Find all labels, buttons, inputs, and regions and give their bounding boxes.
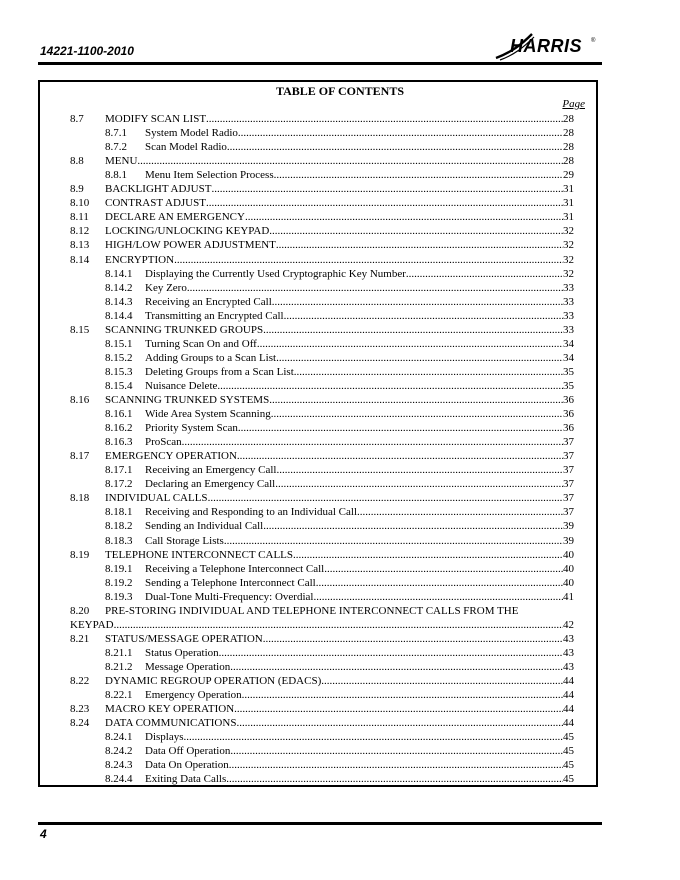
toc-entry-number: 8.7.2 — [105, 141, 127, 154]
dot-leader — [313, 590, 563, 604]
toc-entry-page: 36 — [563, 422, 574, 435]
toc-entry-number: 8.15.3 — [105, 365, 133, 378]
toc-entry-page: 33 — [563, 281, 574, 294]
toc-entry-title: Data On Operation — [145, 759, 229, 772]
dot-leader — [357, 505, 563, 519]
dot-leader — [276, 463, 563, 477]
toc-entry[interactable] — [0, 238, 680, 252]
toc-entry-number: 8.23 — [70, 703, 90, 716]
toc-entry-title: Turning Scan On and Off — [145, 337, 257, 350]
toc-entry-number: 8.18.2 — [105, 520, 133, 533]
dot-leader — [263, 632, 563, 646]
toc-entry[interactable] — [0, 154, 680, 168]
toc-entry-number: 8.18.3 — [105, 534, 133, 547]
toc-entry-page: 37 — [563, 436, 574, 449]
toc-entry-title: Receiving an Encrypted Call — [145, 295, 272, 308]
toc-entry[interactable] — [0, 421, 680, 435]
toc-entry-number: 8.8 — [70, 155, 84, 168]
toc-entry[interactable] — [0, 112, 680, 126]
page-column-label: Page — [562, 98, 585, 110]
toc-entry-page: 37 — [563, 450, 574, 463]
dot-leader — [263, 323, 563, 337]
toc-entry[interactable] — [0, 477, 680, 491]
toc-entry-number: 8.19.1 — [105, 562, 133, 575]
toc-entry-number: 8.16 — [70, 394, 90, 406]
toc-entry-number: 8.17 — [70, 450, 90, 463]
toc-entry[interactable] — [0, 758, 680, 772]
dot-leader — [276, 351, 563, 365]
toc-entry-page: 45 — [563, 731, 574, 744]
svg-text:HARRIS: HARRIS — [510, 36, 583, 56]
toc-entry-number: 8.24.2 — [105, 745, 133, 758]
toc-entry-number: 8.24.3 — [105, 759, 133, 772]
toc-entry-number: 8.24.1 — [105, 731, 133, 744]
dot-leader — [274, 168, 563, 182]
toc-entry-title: Message Operation — [145, 660, 231, 673]
toc-entry-number: 8.16.2 — [105, 422, 133, 435]
toc-entry-title: Priority System Scan — [145, 422, 238, 435]
toc-entry-continuation[interactable] — [0, 618, 680, 632]
toc-entry[interactable] — [0, 772, 680, 786]
toc-entry-page: 28 — [563, 155, 574, 168]
toc-entry[interactable] — [0, 646, 680, 660]
toc-entry-page: 32 — [563, 253, 574, 266]
harris-logo — [494, 30, 598, 62]
toc-entry[interactable] — [0, 309, 680, 323]
toc-entry[interactable] — [0, 491, 680, 505]
toc-entry[interactable] — [0, 140, 680, 154]
toc-entry-page: 33 — [563, 295, 574, 308]
toc-entry-title: Data Off Operation — [145, 745, 231, 758]
toc-entry[interactable] — [0, 519, 680, 533]
svg-text:®: ® — [591, 38, 596, 44]
dot-leader — [321, 674, 563, 688]
toc-entry-page: 43 — [563, 660, 574, 673]
toc-entry[interactable] — [0, 126, 680, 140]
toc-entry-title: Emergency Operation — [145, 689, 242, 702]
toc-entry-title: LOCKING/UNLOCKING KEYPAD — [105, 225, 270, 238]
dot-leader — [238, 126, 563, 140]
toc-entry-number: 8.14.2 — [105, 281, 133, 294]
toc-entry-page: 28 — [563, 113, 574, 125]
toc-entry-number: 8.17.2 — [105, 478, 133, 491]
dot-leader — [242, 688, 563, 702]
toc-entry-title: MODIFY SCAN LIST — [105, 113, 207, 125]
toc-entry-page: 40 — [563, 562, 574, 575]
toc-entry-title: Sending an Individual Call — [145, 520, 264, 533]
toc-entry[interactable] — [0, 267, 680, 281]
toc-entry-title: DECLARE AN EMERGENCY — [105, 211, 245, 224]
toc-entry-title: SCANNING TRUNKED GROUPS — [105, 323, 264, 336]
toc-entry-number: 8.12 — [70, 225, 90, 238]
toc-entry-number: 8.14 — [70, 253, 90, 266]
toc-entry-page: 37 — [563, 492, 574, 505]
toc-entry-title: MENU — [105, 155, 138, 168]
toc-entry-page: 31 — [563, 197, 574, 210]
toc-entry[interactable] — [0, 688, 680, 702]
document-number: 14221-1100-2010 — [40, 44, 134, 58]
toc-entry-number: 8.17.1 — [105, 464, 133, 477]
toc-entry-page: 36 — [563, 394, 574, 406]
dot-leader — [219, 646, 563, 660]
toc-entry[interactable] — [0, 351, 680, 365]
toc-entry-number: 8.8.1 — [105, 169, 127, 182]
toc-entry-page: 32 — [563, 239, 574, 252]
toc-entry[interactable] — [0, 505, 680, 519]
toc-entry[interactable] — [0, 224, 680, 238]
dot-leader — [263, 519, 563, 533]
toc-entry-number: 8.15.1 — [105, 337, 133, 350]
toc-entry-title: EMERGENCY OPERATION — [105, 450, 237, 463]
toc-entry-number: 8.9 — [70, 183, 84, 196]
toc-entry[interactable] — [0, 295, 680, 309]
dot-leader — [227, 140, 563, 154]
dot-leader — [324, 562, 563, 576]
toc-entry[interactable] — [0, 196, 680, 210]
dot-leader — [271, 407, 563, 421]
toc-entry[interactable] — [0, 182, 680, 196]
dot-leader — [187, 281, 563, 295]
toc-entry[interactable] — [0, 463, 680, 477]
toc-entry-page: 42 — [563, 618, 574, 631]
dot-leader — [276, 238, 563, 252]
toc-entry-number: 8.15.4 — [105, 379, 133, 392]
toc-entry-title: Receiving an Emergency Call — [145, 464, 277, 477]
dot-leader — [316, 576, 563, 590]
toc-entry-page: 43 — [563, 632, 574, 645]
toc-entry[interactable] — [0, 365, 680, 379]
toc-entry-number: 8.15.2 — [105, 351, 133, 364]
toc-entry-number: 8.21 — [70, 632, 90, 645]
footer-rule — [38, 822, 602, 825]
toc-entry-page: 31 — [563, 183, 574, 196]
toc-entry-title: Declaring an Emergency Call — [145, 478, 276, 491]
toc-entry-title: Displays — [145, 731, 184, 744]
toc-entry-title: Receiving and Responding to an Individual Call — [145, 506, 358, 519]
toc-entry-title: Receiving a Telephone Interconnect Call — [145, 562, 325, 575]
toc-entry[interactable] — [0, 562, 680, 576]
toc-entry-page: 33 — [563, 309, 574, 322]
dot-leader — [114, 618, 563, 632]
toc-entry-page: 44 — [563, 675, 574, 687]
toc-entry-page: 32 — [563, 225, 574, 238]
dot-leader — [137, 154, 563, 168]
toc-entry-number: 8.22 — [70, 675, 90, 687]
toc-entry-page: 34 — [563, 351, 574, 364]
toc-entry-number: 8.19.3 — [105, 590, 133, 603]
toc-entry[interactable] — [0, 716, 680, 730]
toc-entry-title: Key Zero — [145, 281, 187, 294]
toc-entry-page: 31 — [563, 211, 574, 224]
toc-entry-title: PRE-STORING INDIVIDUAL AND TELEPHONE INTERCONNECT CALLS FROM THE — [105, 604, 519, 617]
toc-entry[interactable] — [0, 379, 680, 393]
toc-entry[interactable] — [0, 281, 680, 295]
dot-leader — [236, 716, 563, 730]
dot-leader — [224, 534, 563, 548]
toc-entry[interactable] — [0, 744, 680, 758]
toc-entry-page: 28 — [563, 127, 574, 140]
toc-entry-page: 37 — [563, 464, 574, 477]
toc-entry[interactable] — [0, 210, 680, 224]
toc-entry-title: BACKLIGHT ADJUST — [105, 183, 212, 196]
dot-leader — [206, 196, 563, 210]
toc-entry-title: Transmitting an Encrypted Call — [145, 309, 284, 322]
toc-entry-title: HIGH/LOW POWER ADJUSTMENT — [105, 239, 276, 252]
toc-entry-title: ENCRYPTION — [105, 253, 175, 266]
toc-entry-number: 8.13 — [70, 239, 90, 252]
toc-entry[interactable] — [0, 449, 680, 463]
toc-entry-title: INDIVIDUAL CALLS — [105, 492, 208, 505]
toc-entry-title: Scan Model Radio — [145, 141, 227, 154]
dot-leader — [211, 182, 563, 196]
dot-leader — [406, 267, 563, 281]
toc-entry-title: MACRO KEY OPERATION — [105, 703, 235, 716]
toc-entry-number: 8.19 — [70, 548, 90, 561]
dot-leader — [217, 379, 563, 393]
toc-entry-page: 29 — [563, 169, 574, 182]
toc-entry-title: Nuisance Delete — [145, 379, 218, 392]
toc-entry-page: 32 — [563, 267, 574, 280]
toc-entry-page: 37 — [563, 478, 574, 491]
toc-entry[interactable] — [0, 337, 680, 351]
toc-entry-page: 35 — [563, 379, 574, 392]
dot-leader — [269, 224, 563, 238]
toc-entry-page: 45 — [563, 773, 574, 786]
toc-entry[interactable] — [0, 435, 680, 449]
header-rule — [38, 62, 602, 65]
toc-entry-page: 41 — [563, 590, 574, 603]
dot-leader — [275, 477, 563, 491]
page-number: 4 — [40, 827, 47, 841]
toc-entry-number: 8.18.1 — [105, 506, 133, 519]
toc-entry-number: 8.11 — [70, 211, 89, 224]
toc-entry[interactable] — [0, 632, 680, 646]
dot-leader — [284, 309, 563, 323]
toc-entry-number: 8.10 — [70, 197, 90, 210]
dot-leader — [238, 421, 563, 435]
toc-entry-title: Deleting Groups from a Scan List — [145, 365, 294, 378]
dot-leader — [294, 365, 563, 379]
toc-entry-page: 36 — [563, 408, 574, 421]
toc-entry-title: DATA COMMUNICATIONS — [105, 717, 237, 730]
dot-leader — [208, 491, 563, 505]
toc-entry-title-continued: KEYPAD — [70, 618, 114, 631]
dot-leader — [226, 772, 563, 786]
toc-entry-page: 44 — [563, 689, 574, 702]
toc-entry-page: 37 — [563, 506, 574, 519]
toc-entry-number: 8.14.3 — [105, 295, 133, 308]
toc-entry-number: 8.19.2 — [105, 576, 133, 589]
toc-entry-number: 8.15 — [70, 323, 90, 336]
toc-entry-title: Adding Groups to a Scan List — [145, 351, 277, 364]
toc-entry[interactable] — [0, 393, 680, 407]
toc-entry-number: 8.20 — [70, 604, 90, 617]
toc-entry-title: System Model Radio — [145, 127, 238, 140]
toc-entry[interactable] — [0, 674, 680, 688]
toc-entry[interactable] — [0, 660, 680, 674]
toc-entry[interactable] — [0, 702, 680, 716]
toc-entry-number: 8.14.4 — [105, 309, 133, 322]
toc-entry[interactable] — [0, 253, 680, 267]
toc-entry-page: 40 — [563, 576, 574, 589]
toc-entry-number: 8.7 — [70, 113, 84, 125]
toc-entry-number: 8.14.1 — [105, 267, 133, 280]
toc-entry-title: Menu Item Selection Process — [145, 169, 274, 182]
toc-entry-title: DYNAMIC REGROUP OPERATION (EDACS) — [105, 675, 322, 687]
toc-entry-title: Call Storage Lists — [145, 534, 224, 547]
toc-entry-page: 40 — [563, 548, 574, 561]
dot-leader — [230, 660, 563, 674]
dot-leader — [257, 337, 563, 351]
toc-entry-page: 28 — [563, 141, 574, 154]
toc-entry-page: 44 — [563, 703, 574, 716]
toc-entry-title: TELEPHONE INTERCONNECT CALLS — [105, 548, 294, 561]
dot-leader — [184, 730, 564, 744]
toc-entry-number: 8.24.4 — [105, 773, 133, 786]
toc-entry-number: 8.24 — [70, 717, 90, 730]
toc-entry[interactable] — [0, 576, 680, 590]
toc-entry-number: 8.18 — [70, 492, 90, 505]
toc-entry-page: 33 — [563, 323, 574, 336]
toc-entry[interactable] — [0, 604, 680, 618]
toc-entry-title: ProScan — [145, 436, 182, 449]
toc-title: TABLE OF CONTENTS — [275, 84, 405, 98]
toc-entry[interactable] — [0, 730, 680, 744]
toc-entry-number: 8.7.1 — [105, 127, 127, 140]
dot-leader — [230, 744, 563, 758]
toc-entry-title: Wide Area System Scanning — [145, 408, 271, 421]
toc-entry-page: 44 — [563, 717, 574, 730]
toc-entry-number: 8.21.1 — [105, 646, 133, 659]
toc-entry-page: 43 — [563, 646, 574, 659]
toc-entry-title: STATUS/MESSAGE OPERATION — [105, 632, 263, 645]
toc-entry-number: 8.21.2 — [105, 660, 133, 673]
dot-leader — [229, 758, 563, 772]
toc-entry-title: Sending a Telephone Interconnect Call — [145, 576, 316, 589]
toc-entry-page: 45 — [563, 745, 574, 758]
dot-leader — [234, 702, 563, 716]
dot-leader — [174, 253, 563, 267]
toc-entry-title: SCANNING TRUNKED SYSTEMS — [105, 394, 270, 406]
dot-leader — [245, 210, 563, 224]
dot-leader — [269, 393, 563, 407]
toc-entry[interactable] — [0, 407, 680, 421]
toc-entry[interactable] — [0, 323, 680, 337]
toc-entry-number: 8.22.1 — [105, 689, 133, 702]
toc-entry-title: CONTRAST ADJUST — [105, 197, 206, 210]
toc-entry-title: Status Operation — [145, 646, 219, 659]
toc-entry[interactable] — [0, 534, 680, 548]
toc-entry-title: Exiting Data Calls — [145, 773, 227, 786]
toc-entry[interactable] — [0, 168, 680, 182]
dot-leader — [293, 548, 563, 562]
toc-entry[interactable] — [0, 590, 680, 604]
toc-entry-number: 8.16.3 — [105, 436, 133, 449]
toc-entry-page: 35 — [563, 365, 574, 378]
toc-entry-page: 39 — [563, 534, 574, 547]
dot-leader — [182, 435, 563, 449]
toc-entry-page: 39 — [563, 520, 574, 533]
toc-entry-title: Dual-Tone Multi-Frequency: Overdial — [145, 590, 314, 603]
dot-leader — [206, 112, 563, 126]
toc-entry-page: 45 — [563, 759, 574, 772]
toc-entry[interactable] — [0, 548, 680, 562]
dot-leader — [272, 295, 563, 309]
toc-entry-number: 8.16.1 — [105, 408, 133, 421]
toc-entry-page: 34 — [563, 337, 574, 350]
toc-entry-title: Displaying the Currently Used Cryptographic Key Number — [145, 267, 406, 280]
dot-leader — [237, 449, 563, 463]
